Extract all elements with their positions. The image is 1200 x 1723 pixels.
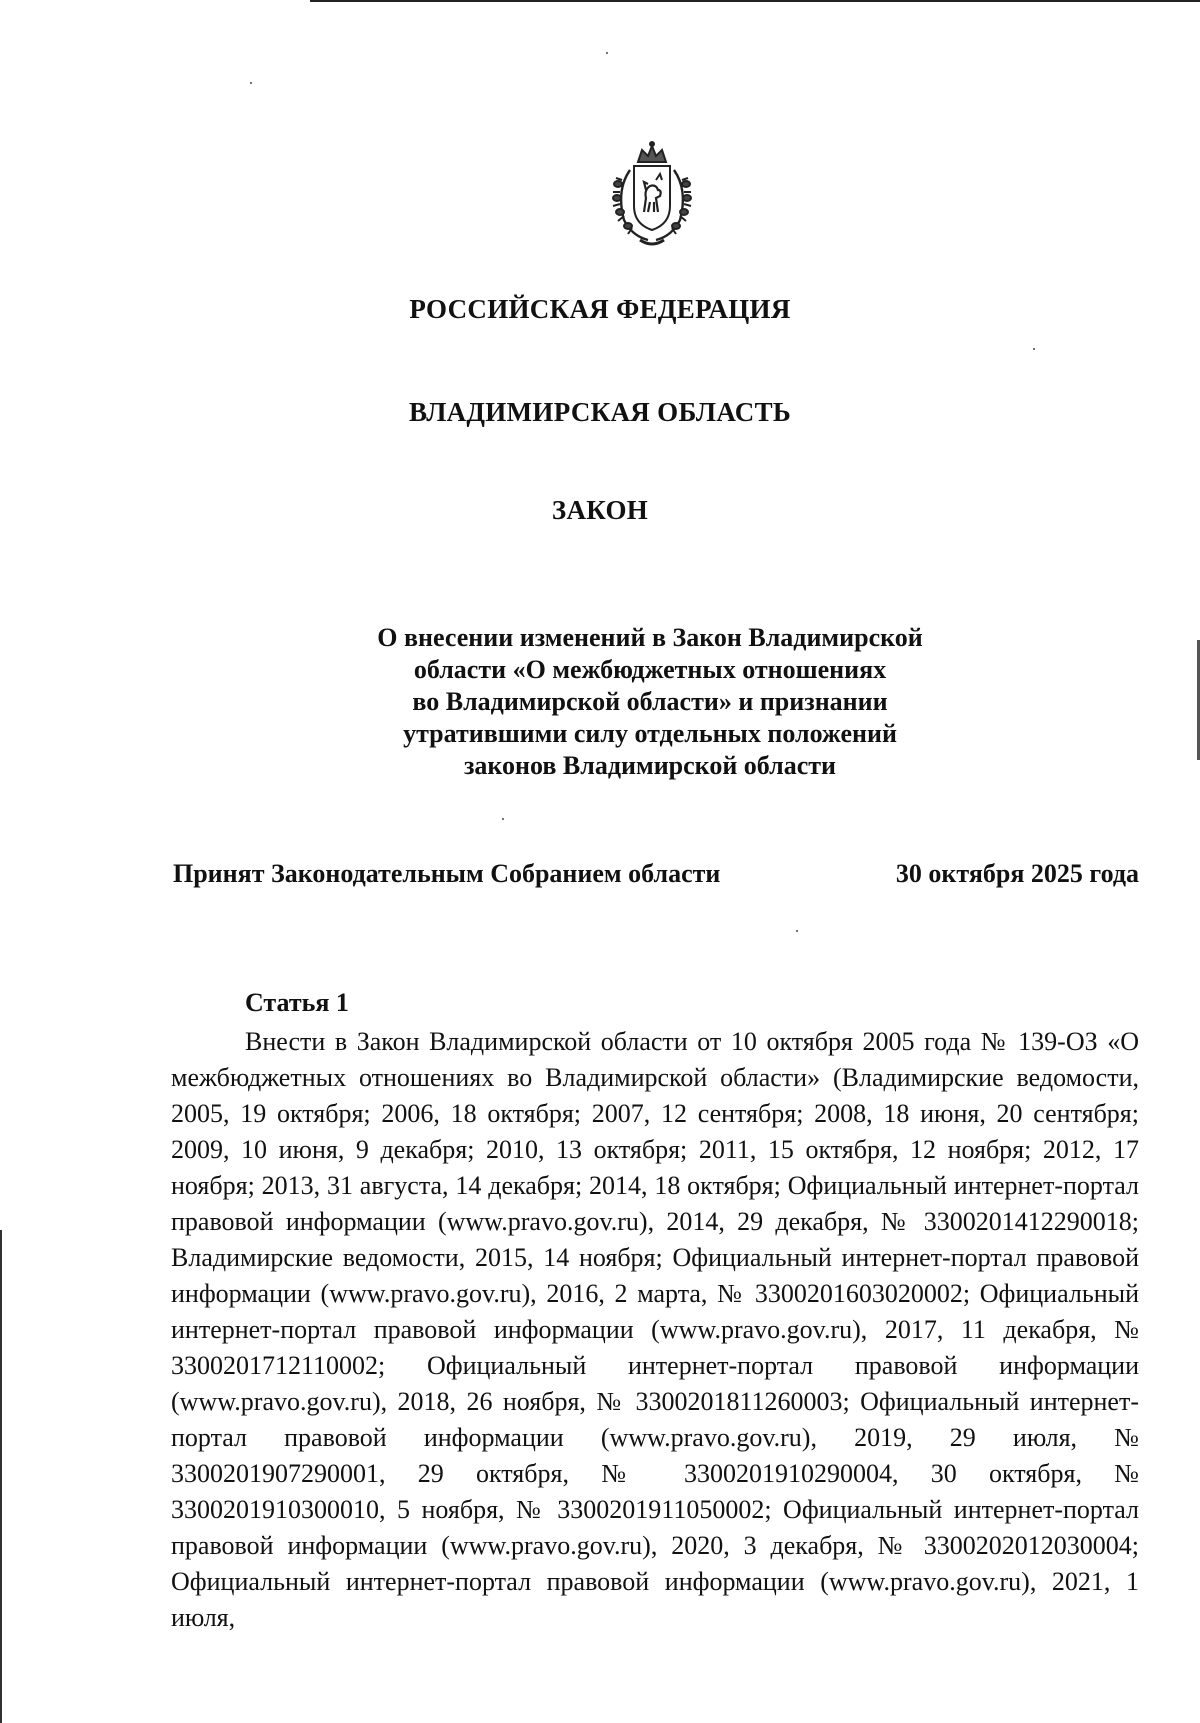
- region-heading: ВЛАДИМИРСКАЯ ОБЛАСТЬ: [408, 397, 792, 427]
- scan-speck: [796, 930, 798, 932]
- coat-of-arms-icon: [608, 140, 696, 250]
- scan-edge-top: [310, 0, 1200, 2]
- law-title-line: законов Владимирской области: [463, 751, 837, 780]
- law-title: [300, 622, 1000, 782]
- law-title-line: утратившими силу отдельных положений: [403, 719, 897, 748]
- law-title-line: О внесении изменений в Закон Владимирской: [377, 623, 923, 652]
- scan-speck: [606, 52, 608, 54]
- scan-speck: [502, 818, 504, 820]
- document-type-heading: ЗАКОН: [551, 495, 649, 525]
- scan-speck: [250, 82, 252, 84]
- scan-edge-left: [0, 1230, 2, 1723]
- adopted-by: Принят Законодательным Собранием области: [173, 859, 721, 888]
- scan-speck: [1033, 348, 1035, 350]
- law-title-line: области «О межбюджетных отношениях: [413, 655, 887, 684]
- adoption-date: 30 октября 2025 года: [895, 859, 1139, 888]
- law-title-line: во Владимирской области» и признании: [412, 687, 888, 716]
- country-heading: РОССИЙСКАЯ ФЕДЕРАЦИЯ: [409, 294, 791, 324]
- article-heading: Статья 1: [245, 988, 349, 1017]
- article-text: Внести в Закон Владимирской области от 10 октября 2005 года № 139-ОЗ «О межбюджетных отношениях во Владимирской области» (Владимирские ведомости, 2005, 19 октября; 2006, 18 октября; 2007, 12 сентября; 2008, 18 июня, 20 сентября; 2009, 10 июня, 9 декабря; 2010, 13 октября; 2011, 15 октября, 12 ноября; 2012, 17 ноября; 2013, 31 августа, 14 декабря; 2014, 18 октября; Официальный интернет-портал правовой информации (www.pravo.gov.ru), 2014, 29 декабря, № 3300201412290018; Владимирские ведомости, 2015, 14 ноября; Официальный интернет-портал правовой информации (www.pravo.gov.ru), 2016, 2 марта, № 3300201603020002; Официальный интернет-портал правовой информации (www.pravo.gov.ru), 2017, 11 декабря, № 3300201712110002; Официальный интернет-портал правовой информации (www.pravo.gov.ru), 2018, 26 ноября, № 3300201811260003; Официальный интернет-портал правовой информации (www.pravo.gov.ru), 2019, 29 июля, № 3300201907290001, 29 октября, № 3300201910290004, 30 октября, № 3300201910300010, 5 ноября, № 3300201911050002; Официальный интернет-портал правовой информации (www.pravo.gov.ru), 2020, 3 декабря, № 3300202012030004; Официальный интернет-портал правовой информации (www.pravo.gov.ru), 2021, 1 июля,: [171, 1027, 1139, 1632]
